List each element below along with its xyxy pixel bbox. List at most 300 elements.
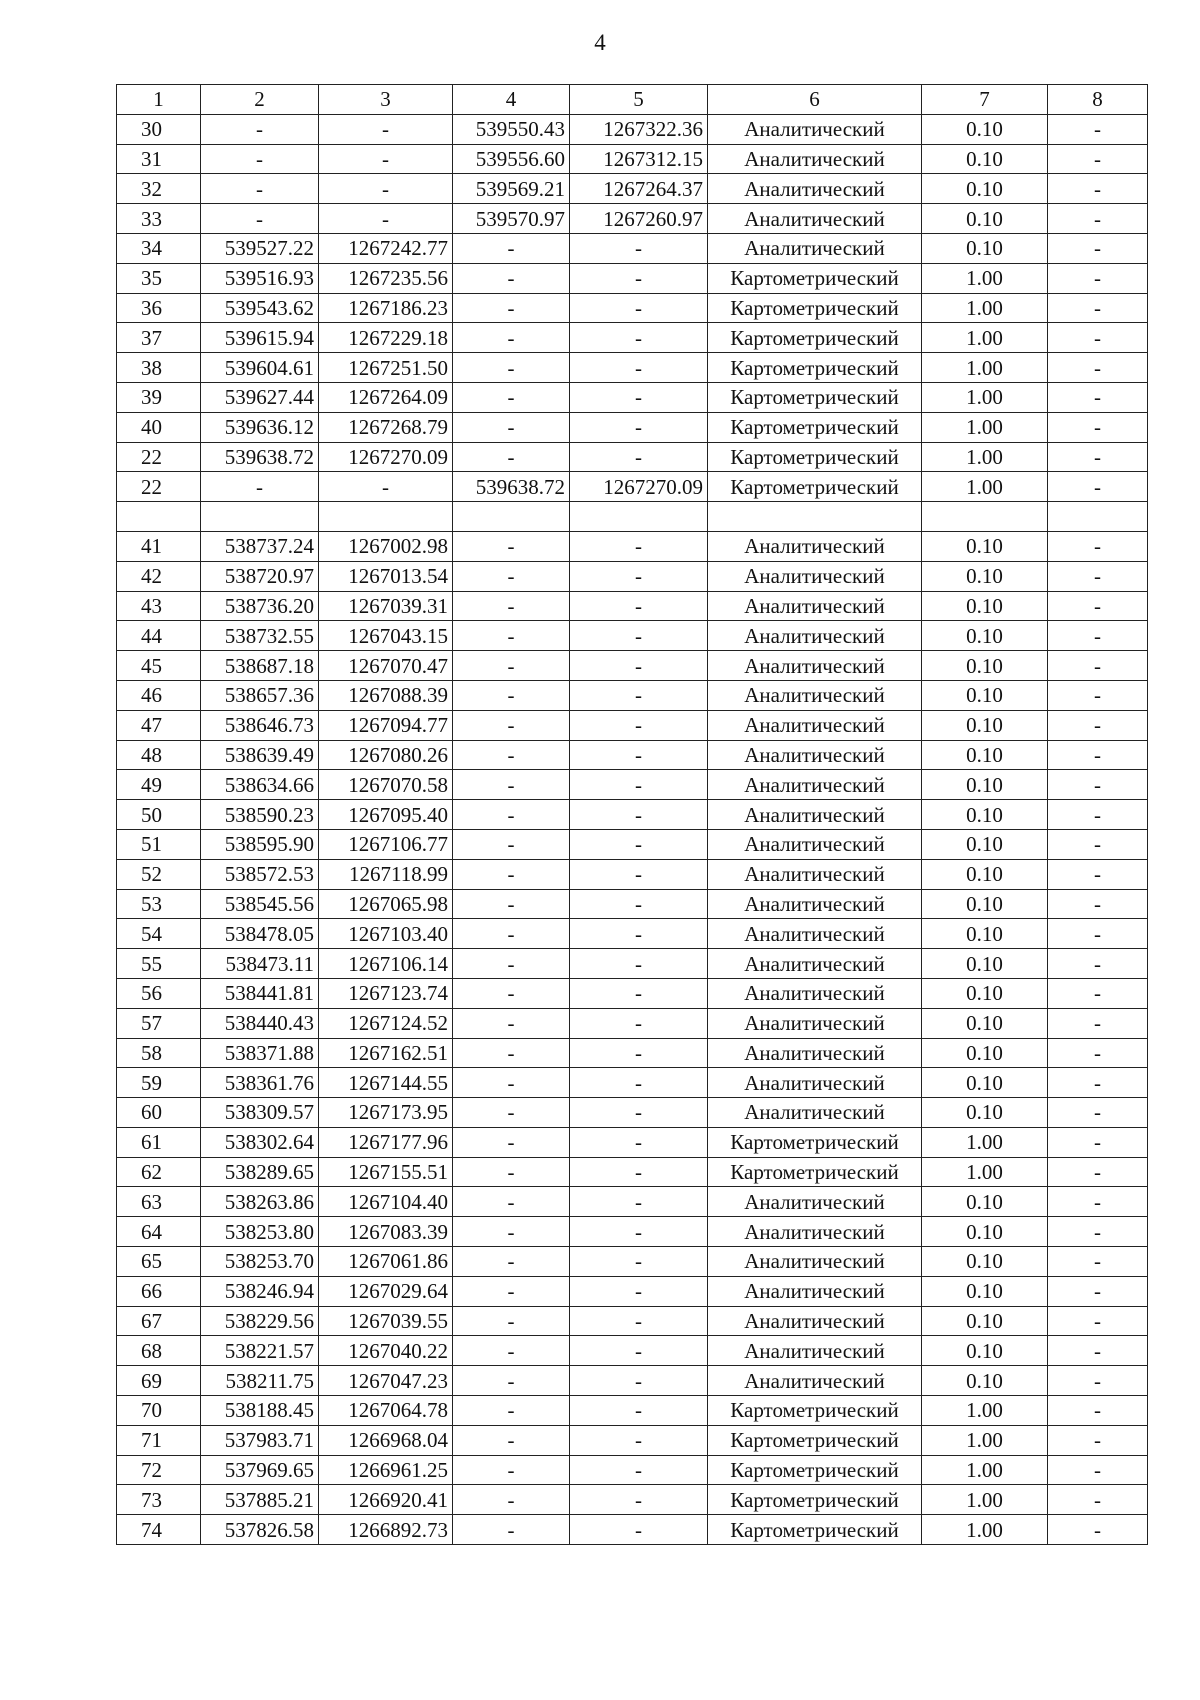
table-cell-col-6: Картометрический [708,293,922,323]
table-cell-col-2: 537983.71 [201,1425,319,1455]
table-cell-col-6: Картометрический [708,472,922,502]
table-cell-col-7: 1.00 [922,1485,1048,1515]
table-cell-col-3 [319,502,453,532]
table-row [117,233,1148,263]
table-cell-col-7: 0.10 [922,204,1048,234]
table-cell-col-8: - [1048,740,1148,770]
table-cell-col-8 [1048,502,1148,532]
table-row [117,1396,1148,1426]
table-cell-col-4: - [453,1157,570,1187]
table-cell-col-2: 538440.43 [201,1008,319,1038]
table-cell-col-7: 0.10 [922,710,1048,740]
table-cell-col-7: 0.10 [922,1366,1048,1396]
table-cell-col-2: 538634.66 [201,770,319,800]
table-cell-col-2: 538737.24 [201,531,319,561]
table-cell-col-5: - [570,740,708,770]
table-cell-col-7: 0.10 [922,1306,1048,1336]
table-cell-col-1: 40 [117,412,201,442]
table-cell-col-5: - [570,263,708,293]
table-cell-col-7: 0.10 [922,114,1048,144]
table-cell-col-2: 537826.58 [201,1515,319,1545]
table-cell-col-8: - [1048,591,1148,621]
table-row [117,1336,1148,1366]
table-cell-col-4: - [453,1217,570,1247]
table-cell-col-3: 1266920.41 [319,1485,453,1515]
table-cell-col-8: - [1048,263,1148,293]
table-cell-col-3: - [319,144,453,174]
table-row [117,591,1148,621]
table-cell-col-3: 1267103.40 [319,919,453,949]
table-cell-col-3: 1267229.18 [319,323,453,353]
table-cell-col-2: 538657.36 [201,680,319,710]
table-cell-col-3: 1267039.55 [319,1306,453,1336]
table-cell-col-3: 1267268.79 [319,412,453,442]
table-cell-col-6: Аналитический [708,949,922,979]
table-cell-col-1: 59 [117,1068,201,1098]
table-cell-col-6: Картометрический [708,1157,922,1187]
table-cell-col-2: 538211.75 [201,1366,319,1396]
table-cell-col-8: - [1048,1455,1148,1485]
table-cell-col-3: 1267106.77 [319,829,453,859]
table-cell-col-8: - [1048,1396,1148,1426]
table-cell-col-5: 1267264.37 [570,174,708,204]
table-cell-col-3: 1267088.39 [319,680,453,710]
table-cell-col-8: - [1048,859,1148,889]
table-cell-col-4: - [453,1098,570,1128]
table-cell-col-3: 1267106.14 [319,949,453,979]
table-row [117,114,1148,144]
table-cell-col-8: - [1048,621,1148,651]
table-cell-col-5: - [570,591,708,621]
table-cell-col-6: Аналитический [708,1366,922,1396]
table-cell-col-5: - [570,293,708,323]
table-cell-col-4: - [453,293,570,323]
table-row [117,710,1148,740]
table-cell-col-1: 34 [117,233,201,263]
table-cell-col-6: Картометрический [708,382,922,412]
table-cell-col-3: 1267104.40 [319,1187,453,1217]
table-cell-col-6: Аналитический [708,561,922,591]
table-cell-col-5: - [570,353,708,383]
table-cell-col-8: - [1048,1336,1148,1366]
table-row [117,472,1148,502]
table-row [117,680,1148,710]
table-cell-col-8: - [1048,710,1148,740]
table-cell-col-3: 1267251.50 [319,353,453,383]
table-cell-col-6: Аналитический [708,1217,922,1247]
table-cell-col-8: - [1048,1187,1148,1217]
table-cell-col-3: 1266961.25 [319,1455,453,1485]
table-cell-col-7: 0.10 [922,1068,1048,1098]
table-cell-col-2: 539627.44 [201,382,319,412]
table-cell-col-4: - [453,680,570,710]
table-cell-col-1: 70 [117,1396,201,1426]
table-row [117,412,1148,442]
table-cell-col-5: - [570,919,708,949]
table-cell-col-5: - [570,1485,708,1515]
table-cell-col-2: 538302.64 [201,1127,319,1157]
table-cell-col-1: 65 [117,1247,201,1277]
table-cell-col-1: 46 [117,680,201,710]
table-cell-col-4 [453,502,570,532]
table-cell-col-6: Аналитический [708,1276,922,1306]
table-cell-col-5: - [570,1068,708,1098]
table-cell-col-7: 1.00 [922,353,1048,383]
column-header-7: 7 [922,85,1048,115]
table-cell-col-3: 1267124.52 [319,1008,453,1038]
table-cell-col-1: 55 [117,949,201,979]
table-row [117,978,1148,1008]
table-cell-col-2: 538595.90 [201,829,319,859]
table-cell-col-6: Аналитический [708,114,922,144]
table-cell-col-1: 68 [117,1336,201,1366]
table-row [117,829,1148,859]
table-cell-col-6: Аналитический [708,1038,922,1068]
table-cell-col-5: - [570,1187,708,1217]
table-row [117,263,1148,293]
table-cell-col-5: - [570,561,708,591]
table-cell-col-6: Аналитический [708,1187,922,1217]
table-cell-col-7: 1.00 [922,442,1048,472]
table-cell-col-8: - [1048,1068,1148,1098]
table-cell-col-1: 60 [117,1098,201,1128]
table-cell-col-4: - [453,859,570,889]
table-cell-col-6: Аналитический [708,1068,922,1098]
table-cell-col-6: Картометрический [708,323,922,353]
table-cell-col-1: 66 [117,1276,201,1306]
table-cell-col-8: - [1048,680,1148,710]
table-row [117,293,1148,323]
table-row [117,740,1148,770]
table-cell-col-7: 1.00 [922,1425,1048,1455]
table-cell-col-6: Аналитический [708,919,922,949]
table-row [117,1366,1148,1396]
table-cell-col-5 [570,502,708,532]
table-cell-col-3: 1267065.98 [319,889,453,919]
table-row [117,323,1148,353]
table-cell-col-6: Аналитический [708,1008,922,1038]
table-cell-col-4: - [453,1515,570,1545]
table-cell-col-3: 1267155.51 [319,1157,453,1187]
table-cell-col-7: 1.00 [922,1157,1048,1187]
table-cell-col-3: 1267242.77 [319,233,453,263]
table-cell-col-3: 1267083.39 [319,1217,453,1247]
table-row [117,144,1148,174]
table-cell-col-7: 0.10 [922,859,1048,889]
table-cell-col-8: - [1048,1366,1148,1396]
table-cell-col-3: 1267070.58 [319,770,453,800]
table-cell-col-2: 538736.20 [201,591,319,621]
table-cell-col-3: 1267061.86 [319,1247,453,1277]
table-cell-col-2: 538188.45 [201,1396,319,1426]
table-cell-col-1: 42 [117,561,201,591]
table-cell-col-3: 1267094.77 [319,710,453,740]
table-cell-col-2: 539516.93 [201,263,319,293]
table-cell-col-7: 0.10 [922,770,1048,800]
table-cell-col-7: 0.10 [922,978,1048,1008]
table-cell-col-2: 538732.55 [201,621,319,651]
table-cell-col-6: Аналитический [708,174,922,204]
table-cell-col-3: 1267002.98 [319,531,453,561]
table-cell-col-2: 539604.61 [201,353,319,383]
table-cell-col-6: Аналитический [708,800,922,830]
table-cell-col-4: - [453,1187,570,1217]
table-row [117,1068,1148,1098]
table-cell-col-7: 0.10 [922,800,1048,830]
table-cell-col-2: - [201,204,319,234]
table-cell-col-1: 64 [117,1217,201,1247]
table-cell-col-4: - [453,1306,570,1336]
table-cell-col-3: 1267123.74 [319,978,453,1008]
table-cell-col-8: - [1048,1306,1148,1336]
table-cell-col-1: 58 [117,1038,201,1068]
table-cell-col-1: 50 [117,800,201,830]
table-cell-col-6: Картометрический [708,442,922,472]
table-row [117,1455,1148,1485]
table-cell-col-3: 1267070.47 [319,651,453,681]
table-cell-col-2: - [201,174,319,204]
table-cell-col-2: 539638.72 [201,442,319,472]
table-cell-col-7: 0.10 [922,1276,1048,1306]
table-row [117,382,1148,412]
table-row [117,919,1148,949]
table-cell-col-1: 48 [117,740,201,770]
table-cell-col-8: - [1048,1008,1148,1038]
table-cell-col-3: - [319,174,453,204]
table-cell-col-3: 1267047.23 [319,1366,453,1396]
table-cell-col-8: - [1048,1485,1148,1515]
table-cell-col-4: - [453,1336,570,1366]
table-cell-col-7: 0.10 [922,531,1048,561]
table-cell-col-5: - [570,1157,708,1187]
table-cell-col-5: 1267260.97 [570,204,708,234]
table-row [117,1187,1148,1217]
table-cell-col-3: 1267080.26 [319,740,453,770]
table-cell-col-1: 63 [117,1187,201,1217]
table-cell-col-6: Картометрический [708,1485,922,1515]
table-cell-col-6 [708,502,922,532]
column-header-6: 6 [708,85,922,115]
table-cell-col-7: 1.00 [922,1515,1048,1545]
table-row [117,561,1148,591]
table-cell-col-5: 1267322.36 [570,114,708,144]
table-cell-col-2: 538361.76 [201,1068,319,1098]
table-cell-col-7: 0.10 [922,949,1048,979]
table-cell-col-2: 537885.21 [201,1485,319,1515]
table-cell-col-3: 1267043.15 [319,621,453,651]
table-cell-col-4: 539550.43 [453,114,570,144]
table-cell-col-2: - [201,114,319,144]
table-cell-col-5: - [570,949,708,979]
table-cell-col-5: - [570,829,708,859]
table-cell-col-1: 35 [117,263,201,293]
table-cell-col-1: 30 [117,114,201,144]
table-cell-col-1: 74 [117,1515,201,1545]
table-cell-col-8: - [1048,233,1148,263]
table-cell-col-5: - [570,531,708,561]
table-cell-col-8: - [1048,1515,1148,1545]
table-cell-col-8: - [1048,531,1148,561]
table-cell-col-1: 39 [117,382,201,412]
table-cell-col-2: 539527.22 [201,233,319,263]
page-number: 4 [594,30,606,55]
table-cell-col-5: - [570,1276,708,1306]
table-cell-col-7: 1.00 [922,263,1048,293]
table-cell-col-5: - [570,1396,708,1426]
table-cell-col-5: - [570,1425,708,1455]
table-cell-col-4: - [453,800,570,830]
table-cell-col-2: 538253.80 [201,1217,319,1247]
table-row [117,1038,1148,1068]
table-row [117,1127,1148,1157]
table-cell-col-4: 539556.60 [453,144,570,174]
table-cell-col-3: 1267235.56 [319,263,453,293]
table-row [117,770,1148,800]
table-cell-col-7: 0.10 [922,591,1048,621]
table-cell-col-6: Аналитический [708,740,922,770]
table-cell-col-4: - [453,323,570,353]
table-cell-col-4: - [453,978,570,1008]
table-cell-col-6: Аналитический [708,591,922,621]
table-cell-col-5: - [570,1366,708,1396]
table-cell-col-8: - [1048,382,1148,412]
table-cell-col-5: - [570,1247,708,1277]
table-cell-col-6: Аналитический [708,889,922,919]
table-cell-col-3: 1267029.64 [319,1276,453,1306]
table-cell-col-6: Картометрический [708,412,922,442]
table-row [117,1217,1148,1247]
table-cell-col-4: - [453,1425,570,1455]
table-cell-col-3: - [319,204,453,234]
table-cell-col-4: - [453,621,570,651]
table-cell-col-4: - [453,651,570,681]
table-cell-col-5: - [570,1038,708,1068]
table-cell-col-2: 538229.56 [201,1306,319,1336]
table-cell-col-8: - [1048,353,1148,383]
table-cell-col-6: Аналитический [708,710,922,740]
table-cell-col-1: 72 [117,1455,201,1485]
table-cell-col-3: 1267118.99 [319,859,453,889]
table-cell-col-8: - [1048,204,1148,234]
table-cell-col-3: 1267270.09 [319,442,453,472]
table-cell-col-2: 538473.11 [201,949,319,979]
table-cell-col-7: 0.10 [922,1247,1048,1277]
table-cell-col-6: Картометрический [708,353,922,383]
table-cell-col-8: - [1048,1127,1148,1157]
table-cell-col-7: 0.10 [922,561,1048,591]
table-cell-col-1: 52 [117,859,201,889]
table-cell-col-7: 1.00 [922,323,1048,353]
table-cell-col-1: 31 [117,144,201,174]
table-cell-col-1: 62 [117,1157,201,1187]
table-cell-col-2: 538545.56 [201,889,319,919]
table-cell-col-5: - [570,680,708,710]
table-cell-col-2: 538572.53 [201,859,319,889]
table-cell-col-6: Картометрический [708,1396,922,1426]
table-cell-col-7: 0.10 [922,829,1048,859]
table-cell-col-4: - [453,740,570,770]
table-cell-col-7: 0.10 [922,233,1048,263]
table-cell-col-4: - [453,1038,570,1068]
table-cell-col-5: - [570,859,708,889]
table-row [117,889,1148,919]
table-cell-col-5: - [570,1336,708,1366]
table-cell-col-4: 539570.97 [453,204,570,234]
table-cell-col-4: - [453,949,570,979]
table-cell-col-2: 538289.65 [201,1157,319,1187]
table-cell-col-7: 0.10 [922,1098,1048,1128]
table-cell-col-6: Картометрический [708,1425,922,1455]
table-row [117,621,1148,651]
table-cell-col-6: Аналитический [708,859,922,889]
table-row [117,1008,1148,1038]
table-cell-col-4: - [453,1068,570,1098]
table-cell-col-6: Аналитический [708,233,922,263]
table-cell-col-4: - [453,1485,570,1515]
table-cell-col-4: - [453,1276,570,1306]
column-header-1: 1 [117,85,201,115]
table-cell-col-7: 0.10 [922,919,1048,949]
table-cell-col-2: 539543.62 [201,293,319,323]
table-cell-col-8: - [1048,293,1148,323]
table-cell-col-7: 1.00 [922,472,1048,502]
column-header-5: 5 [570,85,708,115]
table-cell-col-4: 539638.72 [453,472,570,502]
table-cell-col-4: - [453,412,570,442]
column-header-8: 8 [1048,85,1148,115]
table-cell-col-8: - [1048,144,1148,174]
table-row [117,800,1148,830]
table-cell-col-7: 0.10 [922,1187,1048,1217]
table-cell-col-6: Аналитический [708,1098,922,1128]
table-cell-col-8: - [1048,770,1148,800]
table-cell-col-8: - [1048,651,1148,681]
table-row [117,651,1148,681]
table-cell-col-8: - [1048,919,1148,949]
table-cell-col-5: - [570,1515,708,1545]
table-cell-col-5: - [570,1306,708,1336]
table-cell-col-3: 1267064.78 [319,1396,453,1426]
table-cell-col-5: - [570,1217,708,1247]
table-cell-col-4: - [453,889,570,919]
table-cell-col-5: - [570,978,708,1008]
table-cell-col-8: - [1048,412,1148,442]
table-row [117,1306,1148,1336]
table-cell-col-2: 538371.88 [201,1038,319,1068]
table-cell-col-4: - [453,1247,570,1277]
table-cell-col-4: 539569.21 [453,174,570,204]
table-cell-col-4: - [453,829,570,859]
table-cell-col-1: 43 [117,591,201,621]
table-cell-col-5: - [570,323,708,353]
table-cell-col-6: Аналитический [708,1306,922,1336]
table-cell-col-7: 0.10 [922,1217,1048,1247]
table-row [117,1276,1148,1306]
table-cell-col-4: - [453,770,570,800]
coordinates-table [116,84,1148,1545]
table-cell-col-2: 539636.12 [201,412,319,442]
table-cell-col-3: - [319,114,453,144]
table-cell-col-7: 0.10 [922,1038,1048,1068]
table-cell-col-5: - [570,233,708,263]
table-cell-col-2: 538221.57 [201,1336,319,1366]
table-cell-col-1 [117,502,201,532]
table-cell-col-3: - [319,472,453,502]
table-cell-col-7: 1.00 [922,1455,1048,1485]
table-cell-col-8: - [1048,1038,1148,1068]
table-cell-col-4: - [453,263,570,293]
table-cell-col-3: 1266968.04 [319,1425,453,1455]
